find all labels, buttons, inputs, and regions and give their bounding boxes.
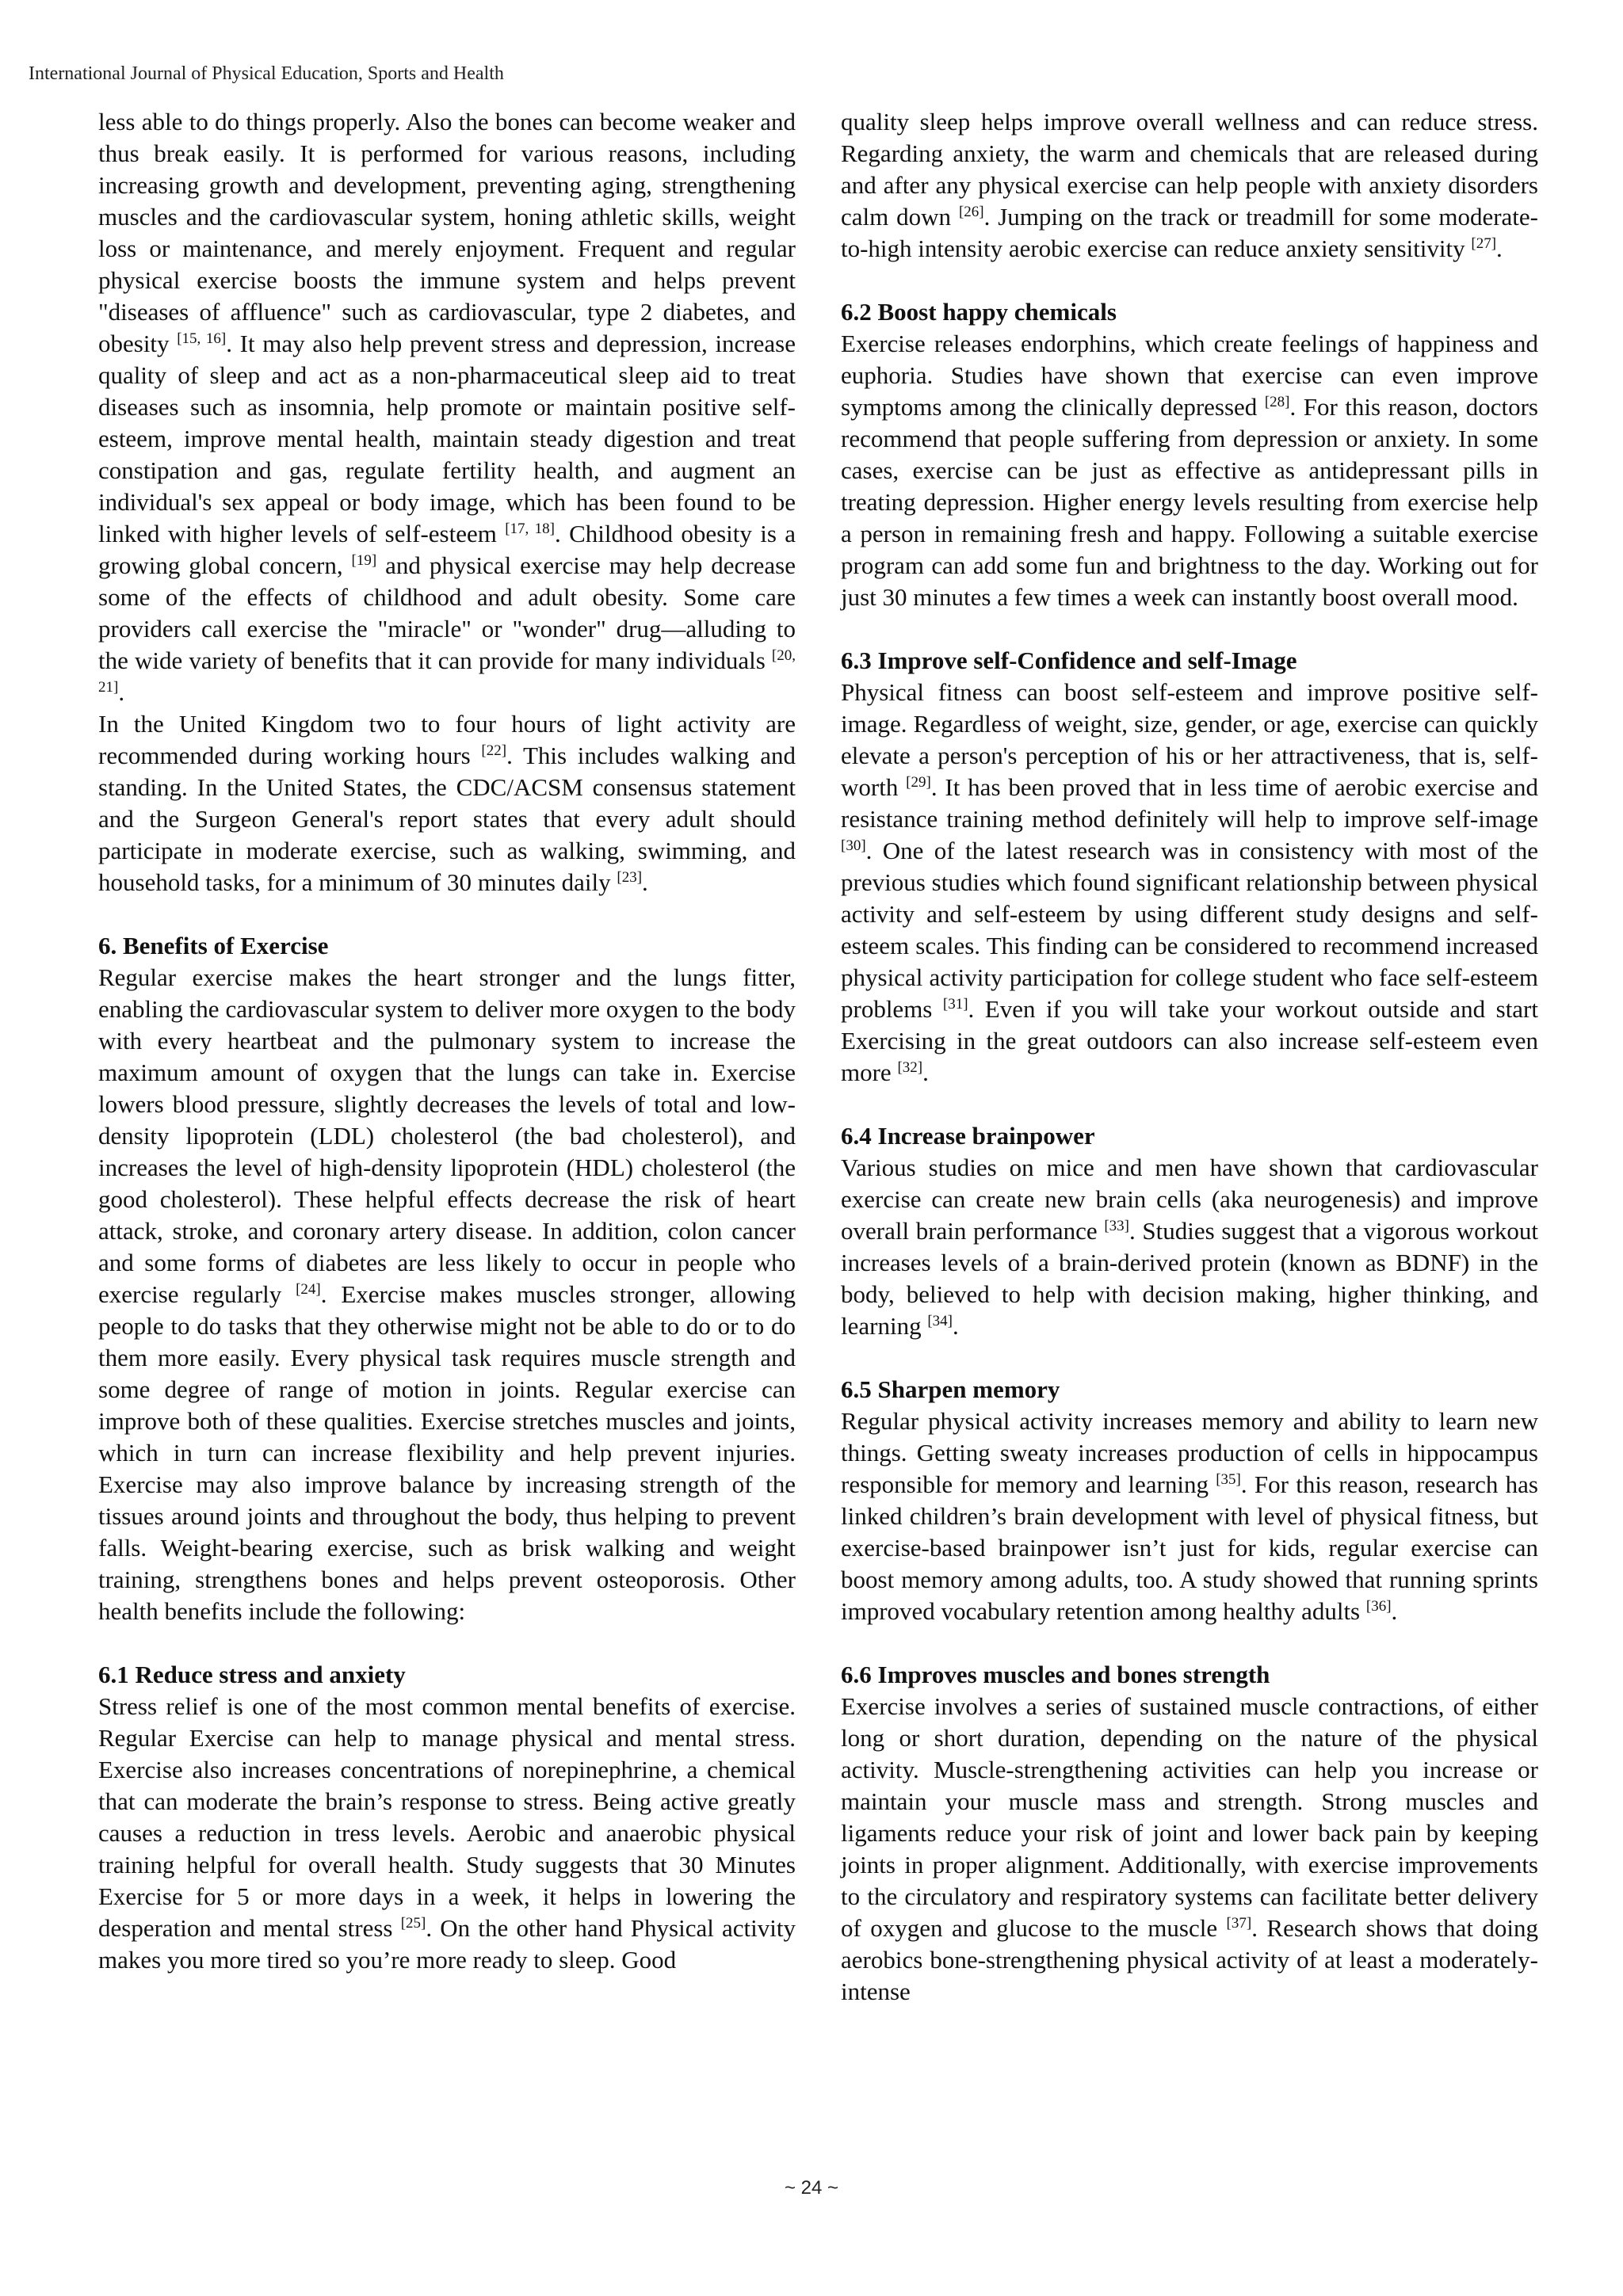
citation: [33]: [1104, 1218, 1129, 1234]
paragraph: In the United Kingdom two to four hours of light activity are recommended during working hours [22]. This includes walking and standing. In the United States, the CDC/ACSM consensus statement and the Surgeon General's report states that every adult should participate in moderate exercise, such as walking, swimming, and household tasks, for a minimum of 30 minutes daily [23].: [98, 710, 796, 896]
citation: [28]: [1264, 394, 1290, 410]
citation: [30]: [841, 837, 866, 854]
section-heading: 6.1 Reduce stress and anxiety: [98, 1661, 406, 1688]
citation: [25]: [400, 1915, 426, 1932]
section-heading: 6.2 Boost happy chemicals: [841, 298, 1117, 326]
citation: [37]: [1226, 1915, 1252, 1932]
citation: [29]: [906, 774, 931, 791]
citation: [35]: [1216, 1471, 1241, 1488]
paragraph: Exercise involves a series of sustained muscle contractions, of either long or short duration, depending on the nature of the physical activity. Muscle-strengthening activities can help you increase or maintain your muscle mass and strength. Strong muscles and ligaments reduce your risk of joint and lower back pain by keeping joints in proper alignment. Additionally, with exercise improvements to the circulatory and respiratory systems can facilitate better delivery of oxygen and glucose to the muscle [37]. Research shows that doing aerobics bone-strengthening physical activity of at least a moderately-intense: [841, 1692, 1538, 2005]
paragraph: Exercise releases endorphins, which create feelings of happiness and euphoria. Studies have shown that exercise can even improve symptoms among the clinically depressed [28]. For this reason, doctors recommend that people suffering from depression or anxiety. In some cases, exercise can be just as effective as antidepressant pills in treating depression. Higher energy levels resulting from exercise help a person in remaining fresh and happy. Following a suitable exercise program can add some fun and brightness to the day. Working out for just 30 minutes a few times a week can instantly boost overall mood.: [841, 330, 1539, 611]
citation: [15, 16]: [177, 330, 227, 347]
section-heading: 6.4 Increase brainpower: [841, 1122, 1095, 1150]
paragraph: less able to do things properly. Also the bones can become weaker and thus break easily. It is performed for various reasons, including increasing growth and development, preventing aging, strengthening muscles and the cardiovascular system, honing athletic skills, weight loss or maintenance, and merely enjoyment. Frequent and regular physical exercise boosts the immune system and helps prevent "diseases of affluence" such as cardiovascular, type 2 diabetes, and obesity [15, 16]. It may also help prevent stress and depression, increase quality of sleep and act as a non-pharmaceutical sleep aid to treat diseases such as insomnia, help promote or maintain positive self-esteem, improve mental health, maintain steady digestion and treat constipation and gas, regulate fertility health, and augment an individual's sex appeal or body image, which has been found to be linked with higher levels of self-esteem [17, 18]. Childhood obesity is a growing global concern, [19] and physical exercise may help decrease some of the effects of childhood and adult obesity. Some care providers call exercise the "miracle" or "wonder" drug—alluding to the wide variety of benefits that it can provide for many individuals [20, 21].: [98, 108, 796, 706]
paragraph: Various studies on mice and men have shown that cardiovascular exercise can create new brain cells (aka neurogenesis) and improve overall brain performance [33]. Studies suggest that a vigorous workout increases levels of a brain-derived protein (known as BDNF) in the body, believed to help with decision making, higher thinking, and learning [34].: [841, 1154, 1539, 1340]
citation: [32]: [897, 1059, 923, 1076]
journal-title: International Journal of Physical Education, Sports and Health: [29, 63, 504, 84]
section-heading: 6. Benefits of Exercise: [98, 932, 329, 959]
right-column: [841, 106, 1538, 2008]
citation: [23]: [617, 869, 643, 886]
citation: [24]: [296, 1281, 321, 1298]
citation: [17, 18]: [505, 521, 555, 537]
citation: [31]: [942, 996, 968, 1013]
citation: [26]: [958, 204, 984, 220]
section-heading: 6.3 Improve self-Confidence and self-Image: [841, 646, 1297, 674]
paragraph: quality sleep helps improve overall wellness and can reduce stress. Regarding anxiety, the warm and chemicals that are released during and after any physical exercise can help people with anxiety disorders calm down [26]. Jumping on the track or treadmill for some moderate-to-high intensity aerobic exercise can reduce anxiety sensitivity [27].: [841, 108, 1539, 262]
section-heading: 6.6 Improves muscles and bones strength: [841, 1661, 1270, 1688]
citation: [20, 21]: [98, 647, 796, 696]
citation: [27]: [1471, 235, 1497, 252]
citation: [19]: [351, 552, 377, 569]
citation: [34]: [927, 1313, 953, 1329]
section-heading: 6.5 Sharpen memory: [841, 1375, 1060, 1403]
page-number: ~ 24 ~: [784, 2177, 839, 2199]
citation: [22]: [481, 742, 507, 759]
left-column: [98, 106, 796, 1976]
paragraph: Stress relief is one of the most common mental benefits of exercise. Regular Exercise can help to manage physical and mental stress. Exercise also increases concentrations of norepinephrine, a chemical that can moderate the brain’s response to stress. Being active greatly causes a reduction in tress levels. Aerobic and anaerobic physical training helpful for overall health. Study suggests that 30 Minutes Exercise for 5 or more days in a week, it helps in lowering the desperation and mental stress [25]. On the other hand Physical activity makes you more tired so you’re more ready to sleep. Good: [98, 1692, 796, 1974]
paragraph: Physical fitness can boost self-esteem and improve positive self-image. Regardless of weight, size, gender, or age, exercise can quickly elevate a person's perception of his or her attractiveness, that is, self-worth [29]. It has been proved that in less time of aerobic exercise and resistance training method definitely will help to improve self-image [30]. One of the latest research was in consistency with most of the previous studies which found significant relationship between physical activity and self-esteem by using different study designs and self-esteem scales. This finding can be considered to recommend increased physical activity participation for college student who face self-esteem problems [31]. Even if you will take your workout outside and start Exercising in the great outdoors can also increase self-esteem even more [32].: [841, 678, 1539, 1086]
paragraph: Regular physical activity increases memory and ability to learn new things. Getting sweaty increases production of cells in hippocampus responsible for memory and learning [35]. For this reason, research has linked children’s brain development with level of physical fitness, but exercise-based brainpower isn’t just for kids, regular exercise can boost memory among adults, too. A study showed that running sprints improved vocabulary retention among healthy adults [36].: [841, 1407, 1538, 1625]
citation: [36]: [1365, 1598, 1392, 1615]
paragraph: Regular exercise makes the heart stronger and the lungs fitter, enabling the cardiovascular system to deliver more oxygen to the body with every heartbeat and the pulmonary system to increase the maximum amount of oxygen that the lungs can take in. Exercise lowers blood pressure, slightly decreases the levels of total and low-density lipoprotein (LDL) cholesterol (the bad cholesterol), and increases the level of high-density lipoprotein (HDL) cholesterol (the good cholesterol). These helpful effects decrease the risk of heart attack, stroke, and coronary artery disease. In addition, colon cancer and some forms of diabetes are less likely to occur in people who exercise regularly [24]. Exercise makes muscles stronger, allowing people to do tasks that they otherwise might not be able to do or to do them more easily. Every physical task requires muscle strength and some degree of range of motion in joints. Regular exercise can improve both of these qualities. Exercise stretches muscles and joints, which in turn can increase flexibility and help prevent injuries. Exercise may also improve balance by increasing strength of the tissues around joints and throughout the body, thus helping to prevent falls. Weight-bearing exercise, such as brisk walking and weight training, strengthens bones and helps prevent osteoporosis. Other health benefits include the following:: [98, 963, 796, 1625]
